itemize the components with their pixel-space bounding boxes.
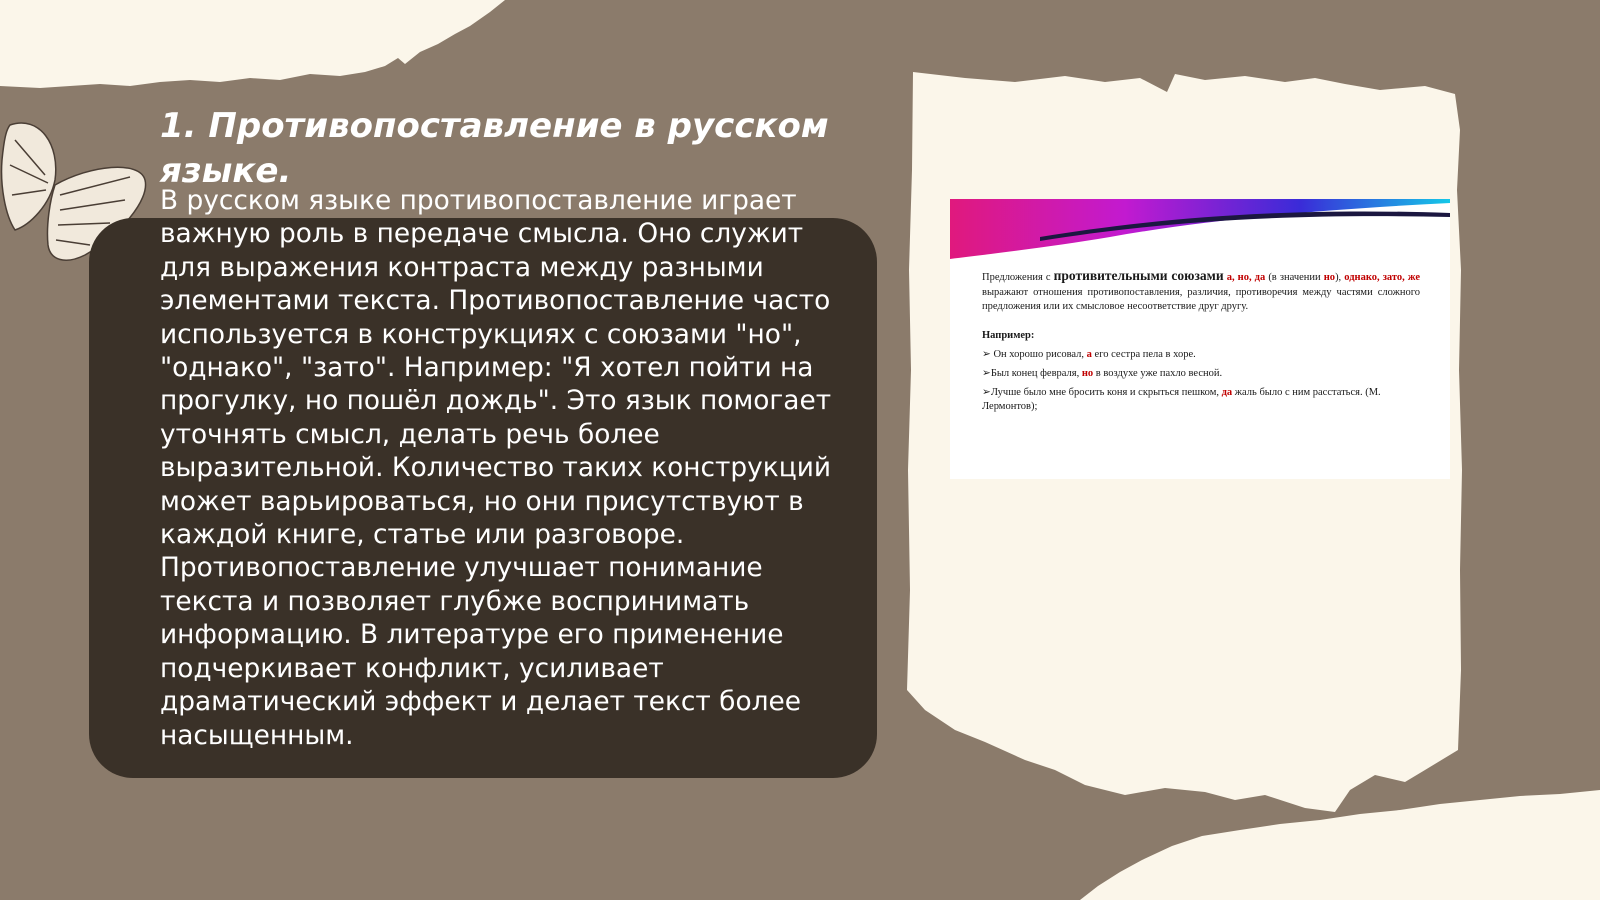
intro-rest: выражают отношения противопоставления, различия, противоречия между частями сложного предложения или их смысловое несоответствие друг другу. [982, 286, 1420, 312]
intro-paren-open: (в значении [1265, 272, 1324, 283]
intro-paren-word: но [1323, 272, 1336, 283]
intro-conjunctions-2: однако, зато, же [1344, 272, 1420, 283]
intro-conjunctions: а, но, да [1226, 272, 1266, 283]
example-item: ➢ Он хорошо рисовал, а его сестра пела в хоре. [982, 349, 1196, 360]
arrow-bullet-icon: ➢ [982, 368, 991, 379]
slide-title: 1. Противопоставление в русском языке. [160, 106, 829, 191]
intro-bold-term: противительными союзами [1053, 268, 1224, 283]
slide-body-text: В русском языке противопоставление играет важную роль в передаче смысла. Оно служит для выражения контраста между разными элементами текста. Противопоставление часто используется в конструкциях с союзами "но", "однако", "зато". Например: "Я хотел пойти на прогулку, но пошёл дождь". Это язык помогает уточнять смысл, делать речь более выразительной. Количество таких конструкций может варьироваться, но они присутствуют в каждой книге, статье или разговоре. Противопоставление улучшает понимание текста и позволяет глубже воспринимать информацию. В литературе его применение подчеркивает конфликт, усиливает драматический эффект и делает текст более насыщенным. [160, 185, 832, 751]
intro-paren-close: ), [1335, 272, 1345, 283]
intro-prefix: Предложения с [982, 272, 1054, 283]
arrow-bullet-icon: ➢ [982, 387, 991, 398]
arrow-bullet-icon: ➢ [982, 349, 994, 360]
example-item: ➢Лучше было мне бросить коня и скрыться пешком, да жаль было с ним расстаться. (М. Лермонтов); [982, 387, 1381, 412]
slide-intro-paragraph [982, 269, 1420, 315]
slide-banner-decoration [950, 199, 1450, 259]
embedded-slide-image [950, 199, 1450, 479]
example-item: ➢Был конец февраля, но в воздухе уже пахло весной. [982, 368, 1223, 379]
example-label: Например: [982, 330, 1035, 341]
torn-paper-top-decoration [0, 0, 560, 110]
